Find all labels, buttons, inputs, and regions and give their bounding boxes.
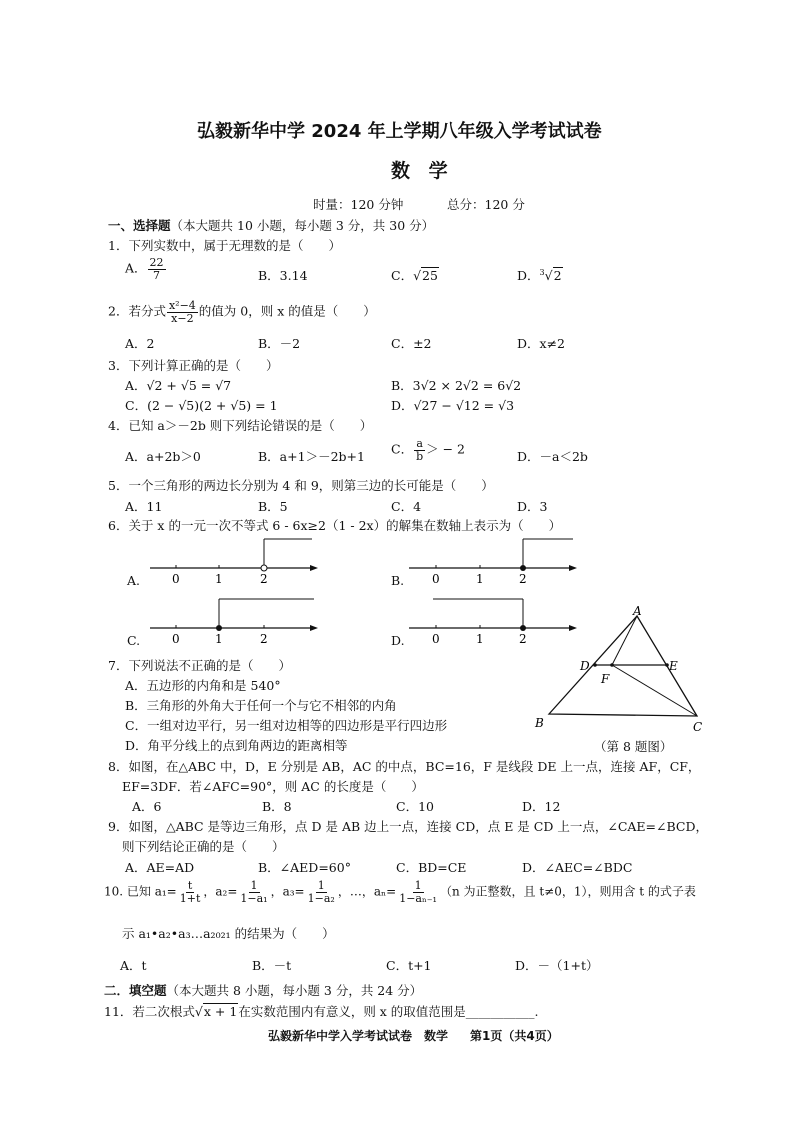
q4-c-fraction xyxy=(414,438,425,462)
label-f: F xyxy=(601,672,610,686)
q6-option-c-label: C. xyxy=(127,633,141,648)
q10-frac1 xyxy=(178,880,203,904)
q4-c-den: b xyxy=(416,449,424,463)
q10-line1 xyxy=(104,880,696,904)
tick-1: 1 xyxy=(215,572,223,586)
q1-c-label: C． xyxy=(391,268,414,283)
q10-mid1: ，a₂= xyxy=(203,884,238,899)
q5-option-b: B．5 xyxy=(258,499,288,514)
q6-option-d-label: D. xyxy=(391,633,405,648)
q10-post: （n 为正整数，且 t≠0，1），则用含 t 的式子表 xyxy=(439,884,696,899)
q2-pre: 2．若分式 xyxy=(108,303,166,319)
q11-post: 在实数范围内有意义，则 x 的取值范围是___________. xyxy=(238,1004,539,1019)
q4-c-label: C． xyxy=(391,441,414,457)
q4-stem: 4．已知 a＞－2b 则下列结论错误的是（ ） xyxy=(108,418,373,433)
q9-line1: 9．如图，△ABC 是等边三角形，点 D 是 AB 边上一点，连接 CD，点 E 是 CD 上一点，∠CAE=∠BCD， xyxy=(108,819,708,834)
q8-option-c: C．10 xyxy=(396,799,434,814)
label-d: D xyxy=(580,659,590,673)
footer-exam-name: 弘毅新华中学入学考试试卷 数学 xyxy=(268,1029,449,1043)
q10-f3-den: 1−a₂ xyxy=(307,891,335,905)
q1-stem: 1．下列实数中，属于无理数的是（ ） xyxy=(108,238,341,253)
q1-a-num: 22 xyxy=(149,256,164,269)
q4-option-d: D．－a＜2b xyxy=(517,449,588,464)
q5-option-d: D．3 xyxy=(517,499,548,514)
q10-f2-num: 1 xyxy=(250,879,258,892)
tick-2: 2 xyxy=(519,572,527,586)
q9-option-a: A．AE=AD xyxy=(125,860,195,875)
q6-numberline-c xyxy=(146,595,322,650)
label-a: A xyxy=(633,604,642,618)
q8-option-d: D．12 xyxy=(522,799,561,814)
q3-option-a: A．√2 + √5 = √7 xyxy=(125,378,232,393)
q8-option-b: B．8 xyxy=(262,799,292,814)
q7-option-d: D．角平分线上的点到角两边的距离相等 xyxy=(125,738,348,753)
q4-c-num: a xyxy=(416,437,423,450)
q1-a-den: 7 xyxy=(153,268,161,282)
label-e: E xyxy=(669,659,678,673)
q8-option-a: A．6 xyxy=(132,799,162,814)
q1-c-radicand: 25 xyxy=(422,268,438,283)
q10-f4-num: 1 xyxy=(414,879,422,892)
q3-option-d: D．√27 − √12 = √3 xyxy=(391,398,515,413)
figure-8-triangle xyxy=(528,604,718,734)
footer-page-number: 第1页（共4页） xyxy=(470,1029,559,1043)
q6-option-b-label: B. xyxy=(391,573,405,588)
q4-option-a: A．a+2b＞0 xyxy=(125,449,201,464)
q10-frac3 xyxy=(306,880,337,904)
q1-option-b: B．3.14 xyxy=(258,268,308,283)
q9-line2: 则下列结论正确的是（ ） xyxy=(122,839,285,854)
q2-option-b: B．－2 xyxy=(258,336,301,351)
tick-2: 2 xyxy=(260,632,268,646)
q10-mid2: ，a₃= xyxy=(270,884,305,899)
section1-heading: 一、选择题 xyxy=(108,218,171,233)
label-c: C xyxy=(693,720,703,734)
q4-c-post: ＞ − 2 xyxy=(426,441,465,457)
q2-stem xyxy=(108,300,376,324)
q2-num: x²−4 xyxy=(168,299,196,312)
q3-option-b: B．3√2 × 2√2 = 6√2 xyxy=(391,378,522,393)
q2-fraction xyxy=(167,300,198,324)
q10-option-b: B．－t xyxy=(252,958,292,973)
q11: 11．若二次根式√x + 1在实数范围内有意义，则 x 的取值范围是___________. xyxy=(104,1004,539,1019)
tick-2: 2 xyxy=(519,632,527,646)
q1-a-label: A． xyxy=(125,260,147,276)
q1-d-radicand: 2 xyxy=(553,268,562,283)
q2-post: 的值为 0，则 x 的值是（ ） xyxy=(198,303,376,319)
q1-option-a xyxy=(125,257,167,281)
q8-line2: EF=3DF．若∠AFC=90°，则 AC 的长度是（ ） xyxy=(122,779,424,794)
q5-stem: 5．一个三角形的两边长分别为 4 和 9，则第三边的长可能是（ ） xyxy=(108,478,494,493)
tick-2: 2 xyxy=(260,572,268,586)
q10-line2: 示 a₁•a₂•a₃…a₂₀₂₁ 的结果为（ ） xyxy=(122,926,335,941)
q5-option-a: A．11 xyxy=(125,499,163,514)
q9-option-b: B．∠AED=60° xyxy=(258,860,351,875)
q11-radicand: x + 1 xyxy=(203,1004,238,1019)
tick-1: 1 xyxy=(215,632,223,646)
q10-f1-den: 1+t xyxy=(179,891,201,905)
q1-a-fraction xyxy=(148,257,166,281)
tick-1: 1 xyxy=(476,572,484,586)
q9-option-d: D．∠AEC=∠BDC xyxy=(522,860,633,875)
section2-note: （本大题共 8 小题，每小题 3 分，共 24 分） xyxy=(166,983,423,998)
q1-option-d: D．$^3$√2 xyxy=(517,267,562,283)
q10-f3-num: 1 xyxy=(317,879,325,892)
section1-note: （本大题共 10 小题，每小题 3 分，共 30 分） xyxy=(170,218,435,233)
q7-option-a: A．五边形的内角和是 540° xyxy=(125,678,281,693)
q1-d-index: 3 xyxy=(539,267,545,277)
q6-option-a-label: A. xyxy=(127,573,141,588)
subject-title: 数 学 xyxy=(391,160,454,182)
section1-header xyxy=(108,216,434,234)
q7-stem: 7．下列说法不正确的是（ ） xyxy=(108,658,291,673)
q10-option-a: A．t xyxy=(120,958,147,973)
q10-f4-den: 1−aₙ₋₁ xyxy=(399,891,437,905)
tick-0: 0 xyxy=(432,572,440,586)
q10-f1-num: t xyxy=(187,879,193,892)
q3-option-c: C．(2 − √5)(2 + √5) = 1 xyxy=(125,398,278,413)
q1-d-label: D． xyxy=(517,268,540,283)
q10-f2-den: 1−a₁ xyxy=(240,891,268,905)
q2-den: x−2 xyxy=(171,311,194,325)
q5-option-c: C．4 xyxy=(391,499,422,514)
q6-stem: 6．关于 x 的一元一次不等式 6 - 6x≥2（1 - 2x）的解集在数轴上表示为（ ） xyxy=(108,518,562,533)
section2-header xyxy=(104,981,422,999)
total-score: 总分：120 分 xyxy=(447,197,525,212)
q10-pre: 10. 已知 a₁= xyxy=(104,884,177,899)
label-b: B xyxy=(535,716,544,730)
q8-line1: 8．如图，在△ABC 中，D，E 分别是 AB，AC 的中点，BC=16，F 是线段 DE 上一点，连接 AF，CF， xyxy=(108,759,701,774)
exam-title: 弘毅新华中学 2024 年上学期八年级入学考试试卷 xyxy=(197,121,602,142)
tick-0: 0 xyxy=(432,632,440,646)
q1-option-c: C．√25 xyxy=(391,268,438,283)
tick-1: 1 xyxy=(476,632,484,646)
q2-option-d: D．x≠2 xyxy=(517,336,565,351)
q10-option-c: C．t+1 xyxy=(386,958,432,973)
q10-frac2 xyxy=(238,880,269,904)
q9-option-c: C．BD=CE xyxy=(396,860,467,875)
q6-numberline-b xyxy=(405,535,581,590)
time-limit: 时量：120 分钟 xyxy=(313,197,404,212)
q11-pre: 11．若二次根式 xyxy=(104,1004,195,1019)
figure-8-caption: （第 8 题图） xyxy=(594,739,673,754)
q7-option-b: B．三角形的外角大于任何一个与它不相邻的内角 xyxy=(125,698,397,713)
tick-0: 0 xyxy=(172,572,180,586)
section2-heading: 二．填空题 xyxy=(104,983,167,998)
q10-frac4 xyxy=(397,880,439,904)
q2-option-c: C．±2 xyxy=(391,336,432,351)
q2-option-a: A．2 xyxy=(125,336,155,351)
tick-0: 0 xyxy=(172,632,180,646)
q7-option-c: C．一组对边平行，另一组对边相等的四边形是平行四边形 xyxy=(125,718,448,733)
q4-option-b: B．a+1＞－2b+1 xyxy=(258,449,365,464)
q3-stem: 3．下列计算正确的是（ ） xyxy=(108,358,279,373)
q6-numberline-a xyxy=(146,535,322,590)
q10-mid3: ，…，aₙ= xyxy=(337,884,397,899)
q4-option-c xyxy=(391,438,465,462)
q10-option-d: D．－（1+t） xyxy=(515,958,599,973)
